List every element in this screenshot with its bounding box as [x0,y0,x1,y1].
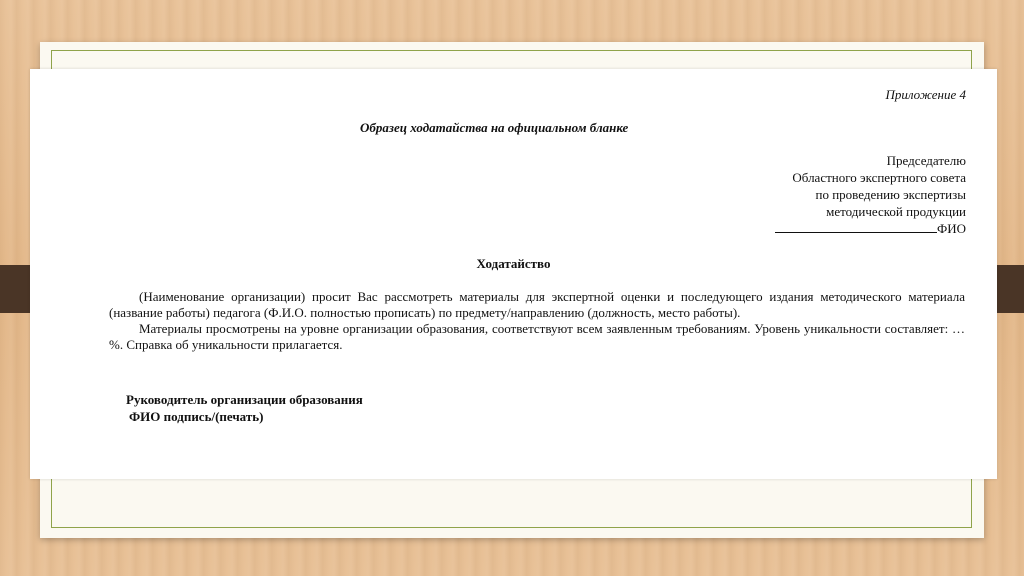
addressee-line-3: по проведению экспертизы [815,187,966,202]
addressee-block [775,152,966,237]
blank-underline [775,220,937,233]
document-page [30,69,997,479]
sample-title: Образец ходатайства на официальном бланке [360,120,629,135]
addressee-name-suffix: ФИО [936,221,966,236]
addressee-line-1: Председателю [886,153,966,168]
addressee-line-4: методической продукции [826,204,966,219]
document-body [109,289,965,353]
signature-block [126,391,363,425]
addressee-line-2: Областного экспертного совета [792,170,966,185]
document-heading: Ходатайство [476,256,551,271]
body-paragraph-2: Материалы просмотрены на уровне организации образования, соответствуют всем заявленным требованиям. Уровень уникальности составляет: … %. Справка об уникальности прилагается. [109,321,965,352]
signature-line-2: ФИО подпись/(печать) [129,409,264,424]
signature-line-1: Руководитель организации образования [126,392,363,407]
appendix-label: Приложение 4 [885,87,966,102]
body-paragraph-1: (Наименование организации) просит Вас рассмотреть материалы для экспертной оценки и последующего издания методического материала (название работы) педагога (Ф.И.О. полностью прописать) по предмету/направлению (должность, место работы). [109,289,965,320]
addressee-name-line [775,220,966,237]
